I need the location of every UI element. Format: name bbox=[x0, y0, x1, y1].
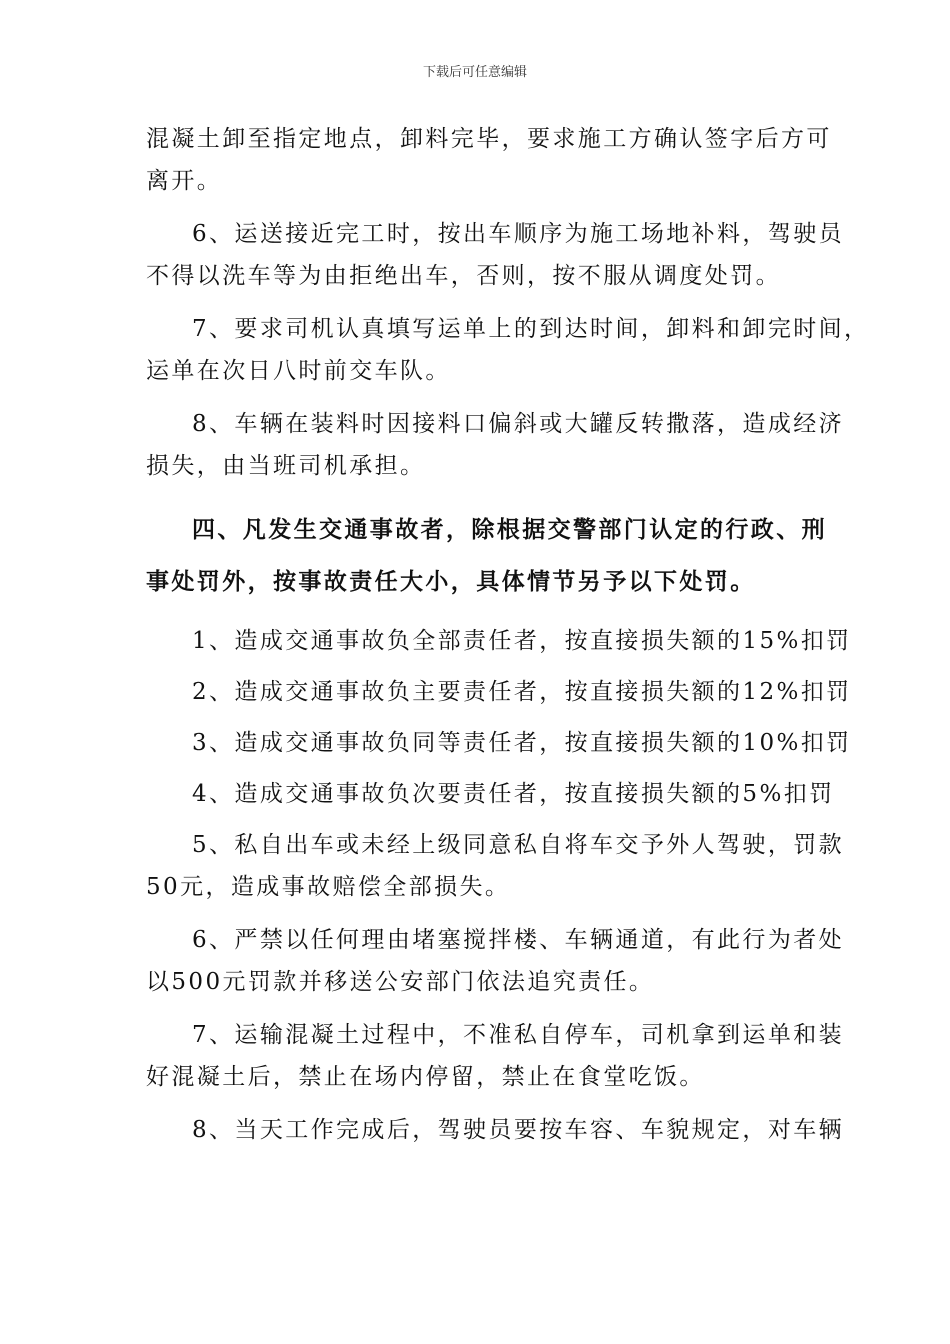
heading-line: 事处罚外，按事故责任大小，具体情节另予以下处罚。 bbox=[146, 568, 756, 595]
list-item bbox=[146, 620, 852, 671]
text-line: 离开。 bbox=[146, 168, 223, 194]
text-line: 好混凝土后，禁止在场内停留，禁止在食堂吃饭。 bbox=[146, 1064, 705, 1090]
text-line: 以500元罚款并移送公安部门依法追究责任。 bbox=[146, 969, 655, 995]
text-line: 8、车辆在装料时因接料口偏斜或大罐反转撒落，造成经济 bbox=[192, 411, 845, 437]
text-line: 损失，由当班司机承担。 bbox=[146, 453, 426, 479]
text-line: 不得以洗车等为由拒绝出车，否则，按不服从调度处罚。 bbox=[146, 263, 781, 289]
document-body bbox=[146, 118, 870, 1151]
text-line: 4、造成交通事故负次要责任者，按直接损失额的5%扣罚 bbox=[192, 781, 835, 807]
list-item bbox=[146, 1014, 845, 1109]
paragraph-continuation bbox=[146, 118, 832, 213]
text-line: 混凝土卸至指定地点，卸料完毕，要求施工方确认签字后方可 bbox=[146, 126, 832, 152]
list-item bbox=[146, 773, 835, 824]
page-header: 下载后可任意编辑 bbox=[422, 65, 527, 80]
paragraph-item-8 bbox=[146, 403, 845, 498]
paragraph-item-6 bbox=[146, 213, 845, 308]
list-item bbox=[146, 919, 845, 1014]
heading-line: 四、凡发生交通事故者，除根据交警部门认定的行政、刑 bbox=[192, 516, 827, 543]
text-line: 6、严禁以任何理由堵塞搅拌楼、车辆通道，有此行为者处 bbox=[192, 927, 845, 953]
text-line: 6、运送接近完工时，按出车顺序为施工场地补料，驾驶员 bbox=[192, 221, 845, 247]
text-line: 1、造成交通事故负全部责任者，按直接损失额的15%扣罚 bbox=[192, 628, 852, 654]
list-item bbox=[146, 1109, 845, 1151]
list-item bbox=[146, 722, 852, 773]
paragraph-item-7 bbox=[146, 308, 870, 403]
text-line: 7、运输混凝土过程中，不准私自停车，司机拿到运单和装 bbox=[192, 1022, 845, 1048]
section-heading bbox=[146, 498, 827, 620]
text-line: 3、造成交通事故负同等责任者，按直接损失额的10%扣罚 bbox=[192, 730, 852, 756]
text-line: 5、私自出车或未经上级同意私自将车交予外人驾驶，罚款 bbox=[192, 832, 845, 858]
text-line: 运单在次日八时前交车队。 bbox=[146, 358, 451, 384]
text-line: 50元，造成事故赔偿全部损失。 bbox=[146, 874, 511, 900]
text-line: 2、造成交通事故负主要责任者，按直接损失额的12%扣罚 bbox=[192, 679, 852, 705]
text-line: 8、当天工作完成后，驾驶员要按车容、车貌规定，对车辆 bbox=[192, 1117, 845, 1143]
text-line: 7、要求司机认真填写运单上的到达时间，卸料和卸完时间， bbox=[192, 316, 870, 342]
list-item bbox=[146, 671, 852, 722]
list-item bbox=[146, 824, 845, 919]
